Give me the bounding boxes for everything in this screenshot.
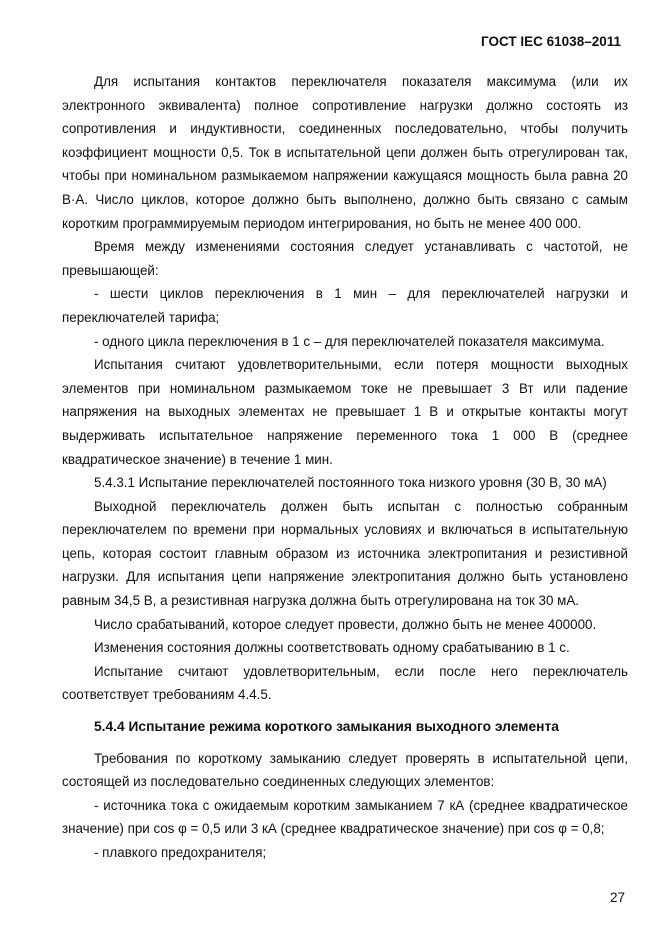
paragraph: Испытания считают удовлетворительными, если потеря мощности выходных элементов при номинальном размыкаемом токе не превышает 3 Вт или падение напряжения на выходных элементах не превышает 1 В и открытые контакты могут выдерживать испытательное напряжение переменного тока 1 000 В (среднее квадратическое значение) в течение 1 мин. xyxy=(62,357,628,467)
paragraph: Требования по короткому замыканию следует проверять в испытательной цепи, состоящей из последовательно соединенных следующих элементов: xyxy=(62,750,628,790)
standard-code-header: ГОСТ IEC 61038–2011 xyxy=(481,34,621,49)
list-item: - плавкого предохранителя; xyxy=(94,845,267,860)
paragraph: Для испытания контактов переключателя показателя максимума (или их электронного эквивалента) полное сопротивление нагрузки должно состоять из сопротивления и индуктивности, соединенных последовательно, чтобы получить коэффициент мощности 0,5. Ток в испытательной цепи должен быть отрегулирован так, чтобы при номинальном размыкаемом напряжении кажущаяся мощность была равна 20 В·А. Число циклов, которое должно быть выполнено, должно быть связано с самым коротким программируемым периодом интегрирования, но быть не менее 400 000. xyxy=(62,74,628,231)
paragraph: Время между изменениями состояния следует устанавливать с частотой, не превышающей: xyxy=(62,239,628,278)
page-number: 27 xyxy=(609,890,625,905)
paragraph: Изменения состояния должны соответствовать одному срабатыванию в 1 с. xyxy=(94,640,570,656)
paragraph: Выходной переключатель должен быть испытан с полностью собранным переключателем по времени при нормальных условиях и включаться в испытательную цепь, которая состоит главным образом из источника электропитания и резистивной нагрузки. Для испытания цепи напряжение электропитания должно быть установлено равным 34,5 В, а резистивная нагрузка должна быть отрегулирована на ток 30 мА. xyxy=(62,498,628,609)
section-heading: 5.4.4 Испытание режима короткого замыкания выходного элемента xyxy=(94,719,559,735)
paragraph: Испытание считают удовлетворительным, если после него переключатель соответствует требованиям 4.4.5. xyxy=(62,663,628,703)
document-body xyxy=(62,70,628,865)
subsection-title: 5.4.3.1 Испытание переключателей постоянного тока низкого уровня (30 В, 30 мА) xyxy=(94,475,607,491)
paragraph: Число срабатываний, которое следует провести, должно быть не менее 400000. xyxy=(94,616,597,632)
list-item: - шести циклов переключения в 1 мин – для переключателей нагрузки и переключателей тарифа; xyxy=(62,286,628,325)
list-item: - источника тока с ожидаемым коротким замыканием 7 кА (среднее квадратическое значение) при cos φ = 0,5 или 3 кА (среднее квадратическое значение) при cos φ = 0,8; xyxy=(62,797,628,837)
list-item: - одного цикла переключения в 1 с – для переключателей показателя максимума. xyxy=(94,333,605,349)
